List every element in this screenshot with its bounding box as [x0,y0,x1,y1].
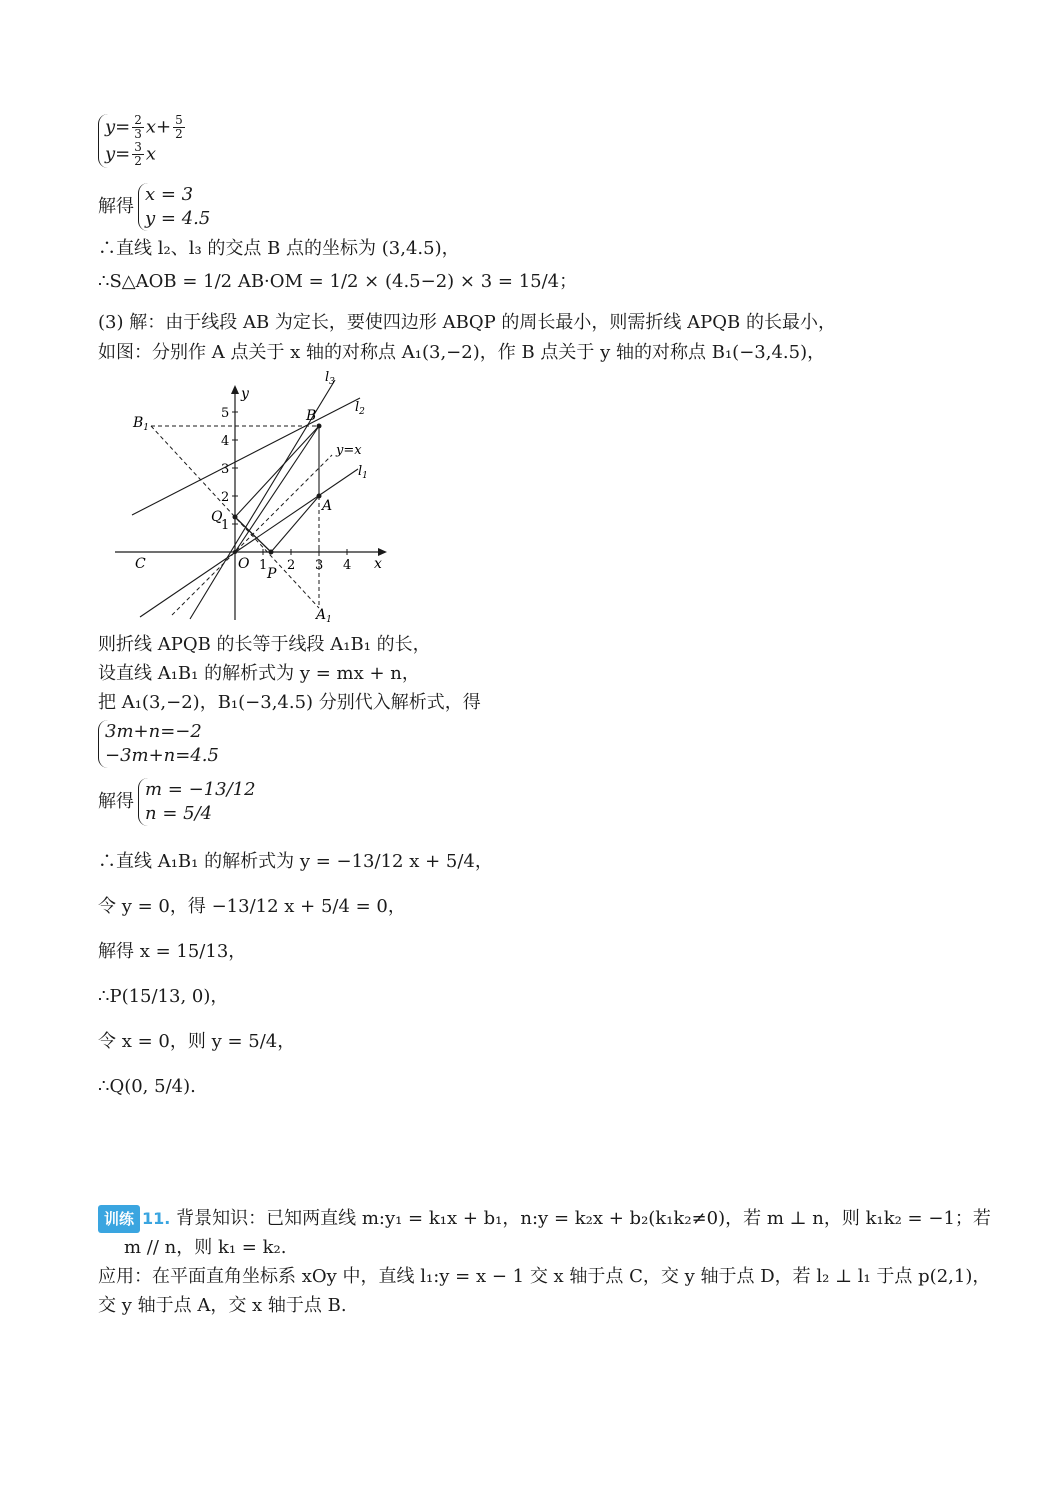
label-q: Q [211,509,223,525]
training-text-1: 背景知识：已知两直线 m:y₁ = k₁x + b₁，n:y = k₂x + b₂(k₁k₂≠0)，若 m ⊥ n，则 k₁k₂ = −1；若 [176,1208,991,1229]
segment-q-b [235,426,319,517]
equation-system-2 [98,720,219,768]
x-tick-2: 2 [287,558,296,573]
equation-system-1 [98,114,187,168]
solve-1 [98,183,210,231]
y-tick-1: 1 [221,518,230,533]
label-a1: $A_1$ [316,607,332,625]
segment-o-b [235,426,319,552]
text-line-x-zero: 令 x = 0，则 y = 5/4， [98,1031,296,1052]
text-line-y-zero: 令 y = 0，得 −13/12 x + 5/4 = 0， [98,896,406,917]
y-axis-label: y [241,386,249,402]
system1-eq2: y= $\frac{3}{2}$ x [105,140,157,168]
point-a [317,494,322,499]
label-p: P [267,566,277,582]
x-tick-4: 4 [343,558,352,573]
training-line-1 [98,1205,991,1233]
x-axis-arrow [378,548,387,556]
coordinate-figure [110,365,400,627]
point-q [233,515,238,520]
text-line-point-q: ∴Q(0, 5/4). [98,1076,196,1097]
label-a: A [322,498,333,514]
label-b1: $B_1$ [133,415,150,433]
label-o: O [238,556,250,572]
y-tick-5: 5 [221,406,230,421]
text-line-analytic: ∴直线 A₁B₁ 的解析式为 y = −13/12 x + 5/4， [98,851,493,872]
text-line-part3: (3) 解：由于线段 AB 为定长，要使四边形 ABQP 的周长最小，则需折线 APQB 的长最小， [98,312,836,333]
y-tick-2: 2 [221,490,230,505]
text-line-area: ∴S△AOB = 1/2 AB·OM = 1/2 × (4.5−2) × 3 = 15/4； [98,271,578,292]
label-l2: $l_2$ [355,400,365,417]
segment-q-p [235,517,271,552]
label-l1: $l_1$ [358,464,368,481]
training-line-2: m // n，则 k₁ = k₂. [124,1237,287,1258]
training-line-3: 应用：在平面直角坐标系 xOy 中，直线 l₁:y = x − 1 交 x 轴于点 C，交 y 轴于点 D，若 l₂ ⊥ l₁ 于点 p(2,1)， [98,1266,991,1287]
y-tick-4: 4 [221,434,230,449]
solve1-label: 解得 [98,196,134,217]
solve2-n: n = 5/4 [145,803,213,824]
training-number: 11. [142,1209,171,1228]
solve-2 [98,778,256,826]
label-y-equals-x: y=x [336,443,362,458]
x-axis-label: x [374,556,382,572]
label-b: B [306,408,317,424]
label-c: C [135,556,146,572]
training-badge: 训练 [98,1205,140,1233]
solve2-label: 解得 [98,791,134,812]
text-line-figure-intro: 如图：分别作 A 点关于 x 轴的对称点 A₁(3,−2)，作 B 点关于 y 轴的对称点 B₁(−3,4.5)， [98,342,826,363]
point-o [233,550,237,554]
line-l1 [140,469,358,617]
text-line-x-value: 解得 x = 15/13， [98,941,247,962]
system2-eq2: −3m+n=4.5 [105,745,219,766]
x-tick-3: 3 [315,558,324,573]
y-axis-arrow [231,385,239,394]
text-line-set: 设直线 A₁B₁ 的解析式为 y = mx + n， [98,663,420,684]
x-tick-1: 1 [259,558,268,573]
training-line-4: 交 y 轴于点 A，交 x 轴于点 B. [98,1295,347,1316]
point-p [269,550,274,555]
text-line-substitute: 把 A₁(3,−2)，B₁(−3,4.5) 分别代入解析式，得 [98,692,481,713]
label-l3: $l_3$ [325,370,335,387]
text-line-point-p: ∴P(15/13, 0)， [98,986,229,1007]
solve2-m: m = −13/12 [145,779,256,800]
text-line-equal: 则折线 APQB 的长等于线段 A₁B₁ 的长， [98,634,431,655]
solve1-x: x = 3 [145,184,194,205]
system1-eq1: y= $\frac{2}{3}$ x+ $\frac{5}{2}$ [105,113,183,141]
point-b [317,424,322,429]
solve1-y: y = 4.5 [145,208,211,229]
system2-eq1: 3m+n=−2 [105,721,202,742]
y-tick-3: 3 [221,462,230,477]
text-line-b-coordinates: ∴直线 l₂、l₃ 的交点 B 点的坐标为 (3,4.5)， [98,238,460,259]
segment-p-a [271,496,319,552]
